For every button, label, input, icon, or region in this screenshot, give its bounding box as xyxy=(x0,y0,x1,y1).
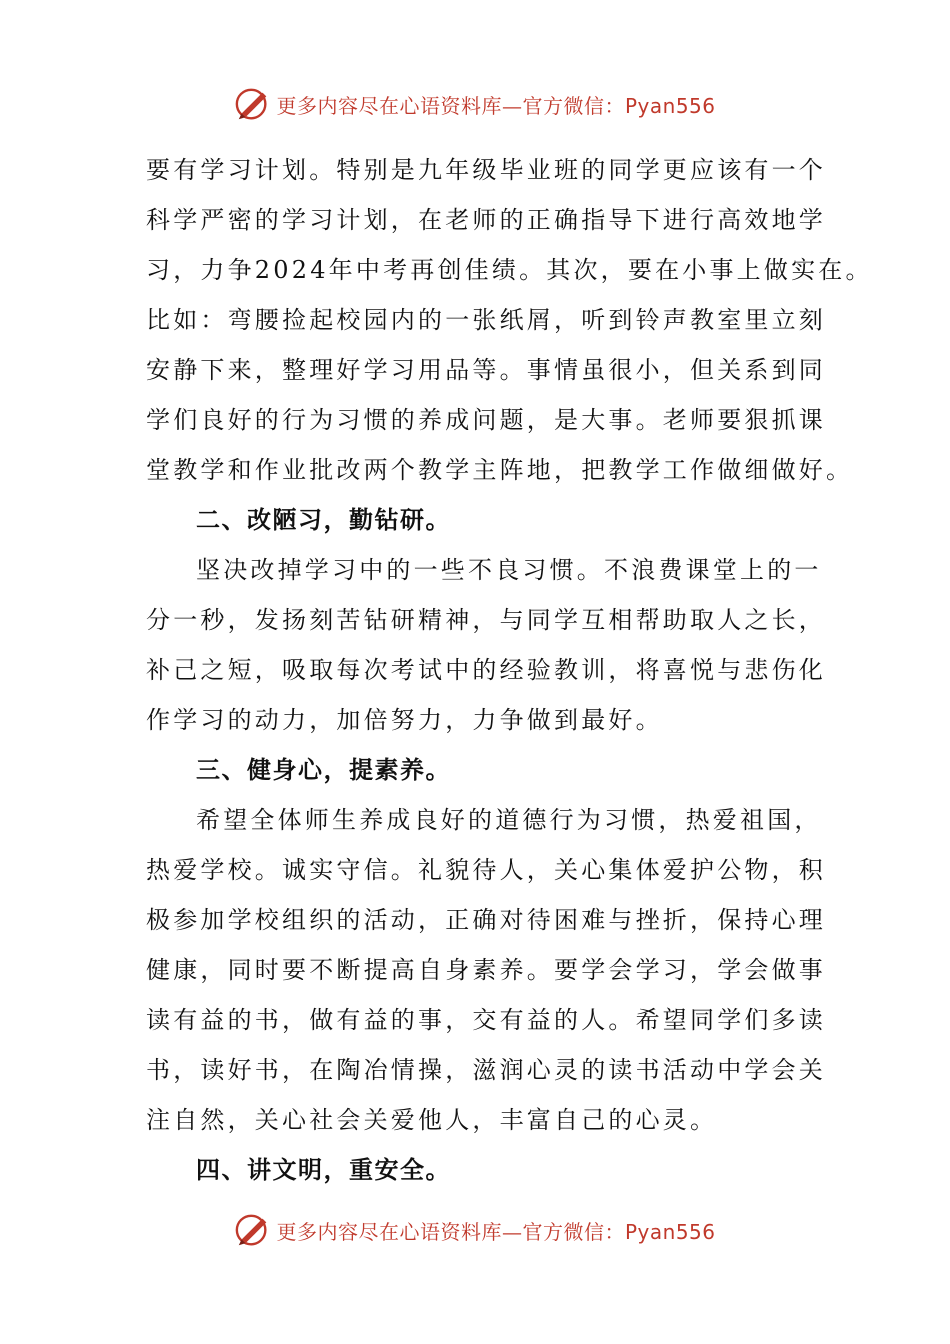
banner-wechat-label: 官方微信： xyxy=(522,1219,625,1244)
paragraph-line: 热爱学校。诚实守信。礼貌待人，关心集体爱护公物，积 xyxy=(146,856,826,884)
banner-text xyxy=(276,1216,715,1245)
paragraph-line: 极参加学校组织的活动，正确对待困难与挫折，保持心理 xyxy=(146,906,826,934)
pen-logo-icon xyxy=(234,1211,272,1249)
banner-wechat-id: Pyan556 xyxy=(624,1219,716,1244)
paragraph-line: 坚决改掉学习中的一些不良习惯。不浪费课堂上的一 xyxy=(196,556,822,584)
paragraph-line: 科学严密的学习计划，在老师的正确指导下进行高效地学 xyxy=(146,206,826,234)
paragraph-line: 堂教学和作业批改两个教学主阵地，把教学工作做细做好。 xyxy=(146,456,854,484)
paragraph-line: 健康，同时要不断提高自身素养。要学会学习，学会做事 xyxy=(146,956,826,984)
paragraph-line: 读有益的书，做有益的事，交有益的人。希望同学们多读 xyxy=(146,1006,826,1034)
paragraph-line: 学们良好的行为习惯的养成问题，是大事。老师要狠抓课 xyxy=(146,406,826,434)
footer-banner xyxy=(0,1208,950,1252)
paragraph-line: 比如：弯腰捡起校园内的一张纸屑，听到铃声教室里立刻 xyxy=(146,306,826,334)
section-heading: 二、改陋习，勤钻研。 xyxy=(196,505,451,534)
paragraph-line: 要有学习计划。特别是九年级毕业班的同学更应该有一个 xyxy=(146,156,826,184)
banner-wechat-label: 官方微信： xyxy=(522,93,625,118)
paragraph-line: 注自然，关心社会关爱他人，丰富自己的心灵。 xyxy=(146,1106,718,1134)
paragraph-line: 补己之短，吸取每次考试中的经验教训，将喜悦与悲伤化 xyxy=(146,656,826,684)
paragraph-line: 书，读好书，在陶冶情操，滋润心灵的读书活动中学会关 xyxy=(146,1056,826,1084)
banner-separator: — xyxy=(501,93,523,118)
banner-site-text: 更多内容尽在心语资料库 xyxy=(276,1219,502,1244)
banner-wechat-id: Pyan556 xyxy=(624,93,716,118)
pen-logo-icon xyxy=(234,85,272,123)
paragraph-line: 习，力争2024年中考再创佳绩。其次，要在小事上做实在。 xyxy=(146,256,873,284)
section-heading: 三、健身心，提素养。 xyxy=(196,755,451,784)
banner-site-text: 更多内容尽在心语资料库 xyxy=(276,93,502,118)
section-heading: 四、讲文明，重安全。 xyxy=(196,1155,451,1184)
banner-separator: — xyxy=(501,1219,523,1244)
document-body xyxy=(146,145,873,1195)
paragraph-line: 作学习的动力，加倍努力，力争做到最好。 xyxy=(146,706,663,734)
paragraph-line: 安静下来，整理好学习用品等。事情虽很小，但关系到同 xyxy=(146,356,826,384)
paragraph-line: 分一秒，发扬刻苦钻研精神，与同学互相帮助取人之长， xyxy=(146,606,826,634)
banner-text xyxy=(276,90,715,119)
paragraph-line: 希望全体师生养成良好的道德行为习惯，热爱祖国， xyxy=(196,806,822,834)
header-banner xyxy=(0,82,950,126)
